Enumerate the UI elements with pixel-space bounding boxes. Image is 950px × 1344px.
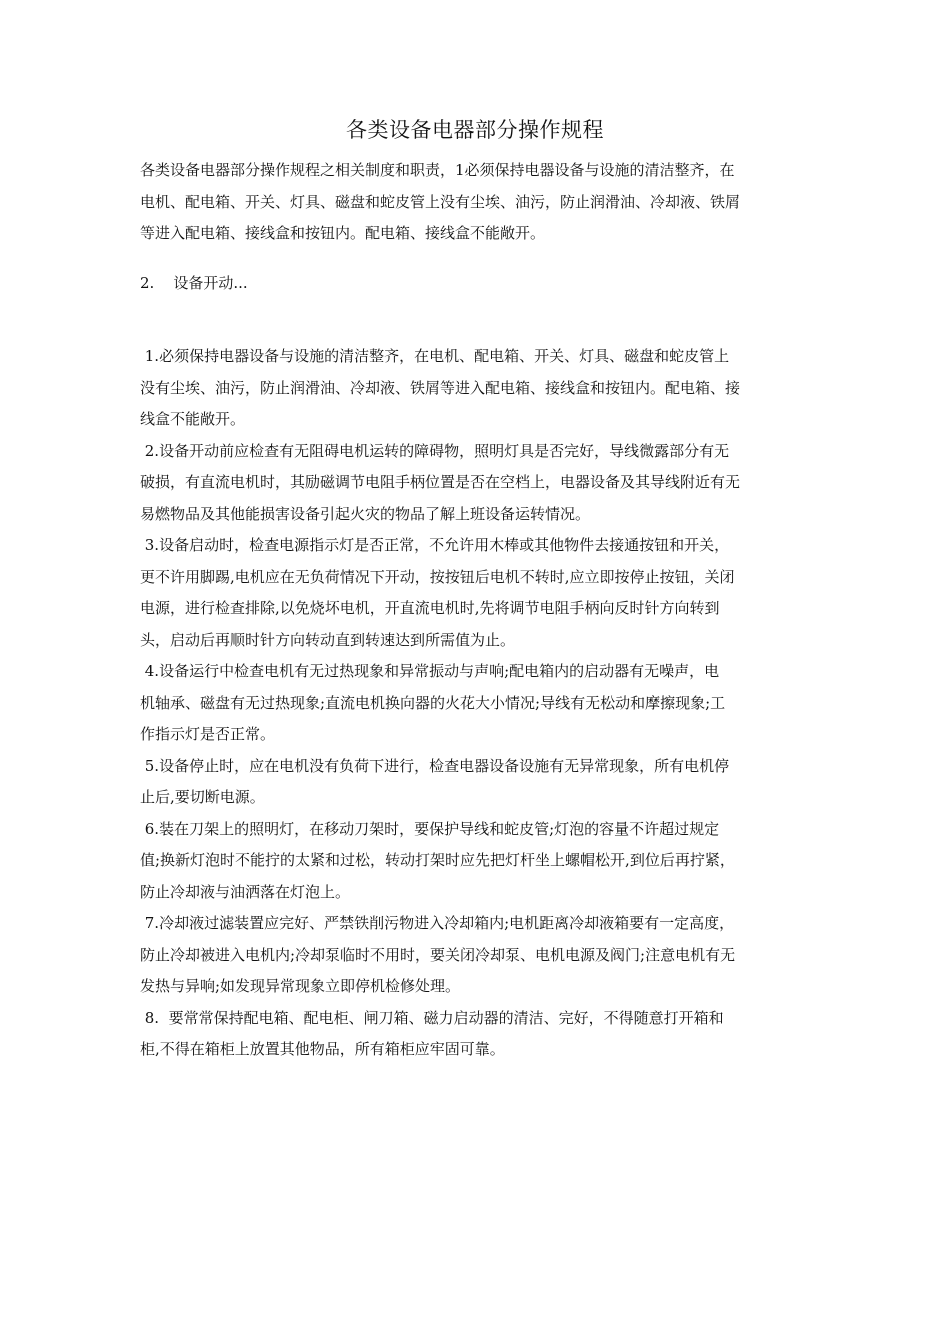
- intro-line: 各类设备电器部分操作规程之相关制度和职责，1必须保持电器设备与设施的清洁整齐，在: [140, 161, 735, 179]
- rule-item-4: [140, 656, 826, 751]
- intro-paragraph: [140, 155, 826, 250]
- intro-line: 电机、配电箱、开关、灯具、磁盘和蛇皮管上没有尘埃、油污，防止润滑油、冷却液、铁屑: [140, 192, 741, 211]
- rule-line: 1.必须保持电器设备与设施的清洁整齐，在电机、配电箱、开关、灯具、磁盘和蛇皮管上: [140, 347, 730, 365]
- rule-line: 更不许用脚踢,电机应在无负荷情况下开动，按按钮后电机不转时,应立即按停止按钮，关闭: [140, 567, 735, 586]
- rule-item-1: [140, 341, 826, 436]
- rule-line: 作指示灯是否正常。: [140, 725, 276, 743]
- rule-line: 4.设备运行中检查电机有无过热现象和异常振动与声响;配电箱内的启动器有无噪声，电: [140, 662, 720, 680]
- rule-line: 6.装在刀架上的照明灯，在移动刀架时，要保护导线和蛇皮管;灯泡的容量不许超过规定: [140, 819, 720, 838]
- rule-line: 没有尘埃、油污，防止润滑油、冷却液、铁屑等进入配电箱、接线盒和按钮内。配电箱、接: [140, 378, 741, 397]
- rule-line: 发热与异响;如发现异常现象立即停机检修处理。: [140, 977, 461, 995]
- rule-line: 破损，有直流电机时，其励磁调节电阻手柄位置是否在空档上，电器设备及其导线附近有无: [140, 473, 741, 491]
- rule-line: 5.设备停止时，应在电机没有负荷下进行，检查电器设备设施有无异常现象，所有电机停: [140, 756, 730, 775]
- rule-line: 线盒不能敞开。: [140, 410, 246, 428]
- document-title: 各类设备电器部分操作规程: [346, 118, 604, 142]
- rule-item-7: [140, 908, 826, 1003]
- rule-line: 3.设备启动时，检查电源指示灯是否正常，不允许用木棒或其他物件去接通按钮和开关，: [140, 536, 730, 554]
- rule-line: 机轴承、磁盘有无过热现象;直流电机换向器的火花大小情况;导线有无松动和摩擦现象;工: [140, 693, 726, 712]
- rule-item-5: [140, 751, 826, 814]
- rule-line: 止后,要切断电源。: [140, 788, 265, 806]
- rule-line: 电源，进行检查排除,以免烧坏电机，开直流电机时,先将调节电阻手柄向反时针方向转到: [140, 599, 720, 617]
- rule-line: 8. 要常常保持配电箱、配电柜、闸刀箱、磁力启动器的清洁、完好，不得随意打开箱和: [140, 1008, 724, 1027]
- rule-line: 7.冷却液过滤装置应完好、严禁铁削污物进入冷却箱内;电机距离冷却液箱要有一定高度，: [140, 914, 735, 932]
- rule-line: 头，启动后再顺时针方向转动直到转速达到所需值为止。: [140, 630, 516, 649]
- rule-item-8: [140, 1003, 826, 1066]
- intro-continuation: [140, 268, 826, 300]
- rule-line: 防止冷却被进入电机内;冷却泵临时不用时，要关闭冷却泵、电机电源及阀门;注意电机有无: [140, 945, 736, 964]
- rule-item-6: [140, 814, 826, 909]
- rule-line: 易燃物品及其他能损害设备引起火灾的物品了解上班设备运转情况。: [140, 504, 591, 523]
- rule-item-2: [140, 436, 826, 531]
- rule-line: 柜,不得在箱柜上放置其他物品，所有箱柜应牢固可靠。: [140, 1040, 505, 1058]
- rules-list: [140, 341, 826, 1066]
- rule-line: 2.设备开动前应检查有无阻碍电机运转的障碍物，照明灯具是否完好，导线微露部分有无: [140, 441, 730, 460]
- rule-item-3: [140, 530, 826, 656]
- intro-line: 等进入配电箱、接线盒和按钮内。配电箱、接线盒不能敞开。: [140, 224, 546, 242]
- intro-continuation-text: 2. 设备开动...: [140, 274, 248, 292]
- rule-line: 防止冷却液与油洒落在灯泡上。: [140, 882, 351, 901]
- rule-line: 值;换新灯泡时不能拧的太紧和过松，转动打架时应先把灯杆坐上螺帽松开,到位后再拧紧，: [140, 851, 735, 869]
